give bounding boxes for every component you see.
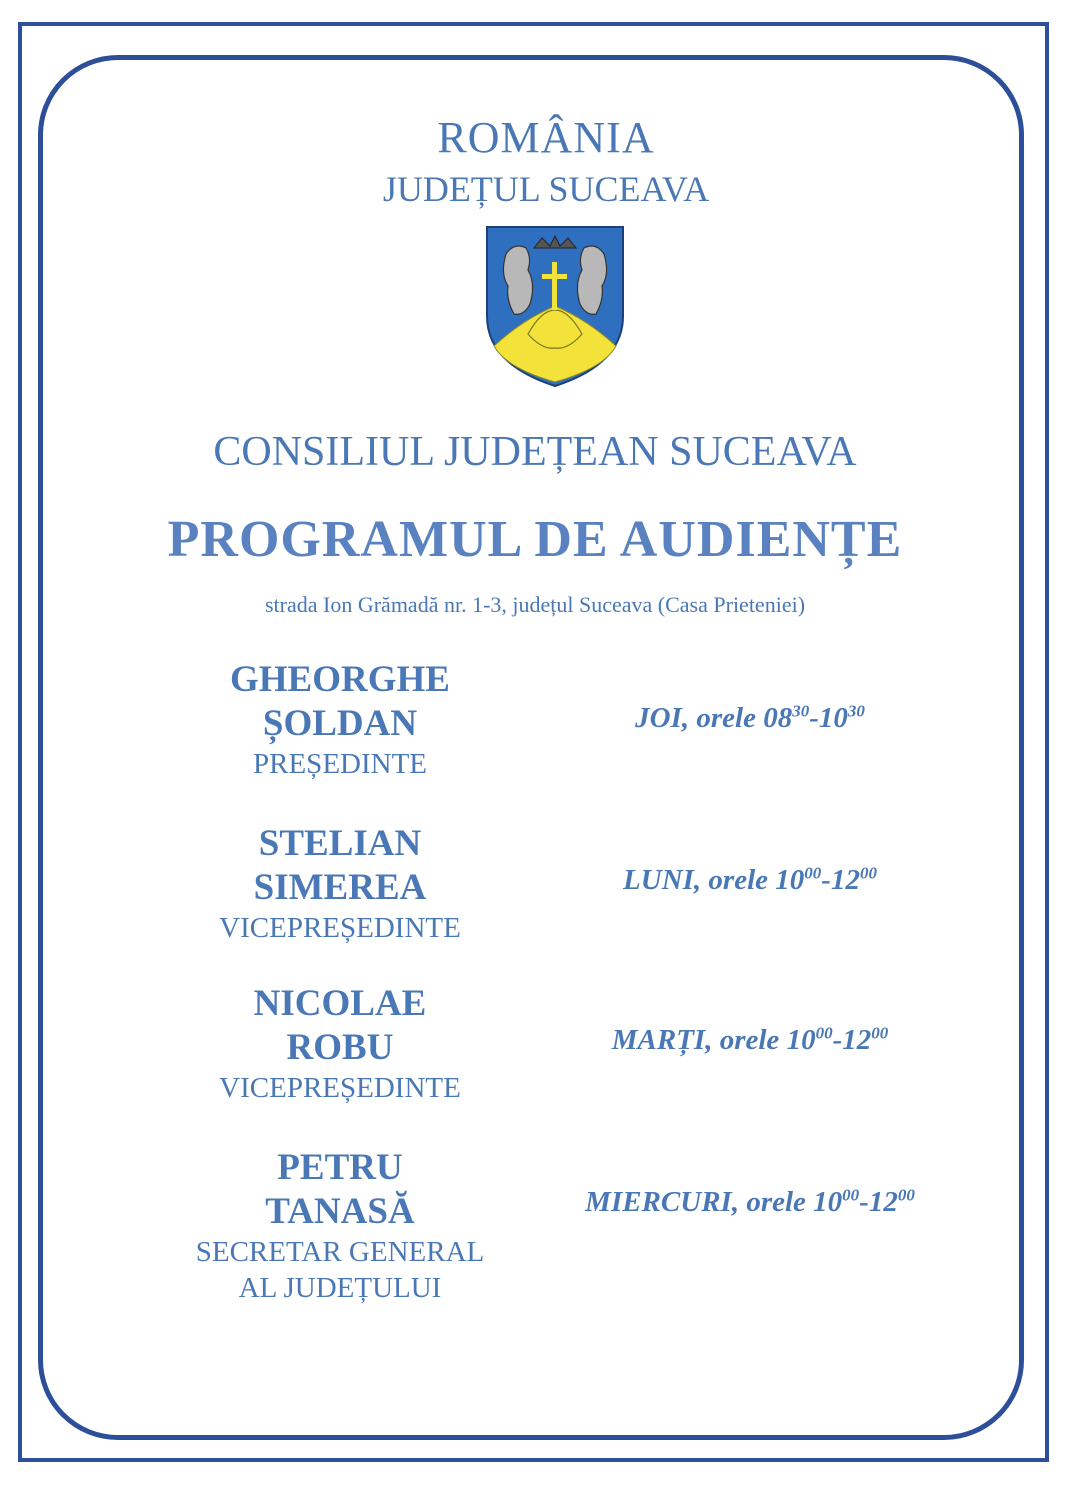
schedule-end-minute: 30 bbox=[847, 701, 865, 721]
schedule-start-minute: 00 bbox=[842, 1185, 860, 1205]
schedule-start-hour: 10 bbox=[813, 1186, 843, 1218]
schedule-start-minute: 30 bbox=[792, 701, 810, 721]
schedule-end-hour: 10 bbox=[818, 702, 848, 734]
official-last-name: ROBU bbox=[286, 1027, 394, 1068]
official-last-name: ȘOLDAN bbox=[262, 703, 418, 744]
council-name: CONSILIUL JUDEȚEAN SUCEAVA bbox=[213, 429, 857, 475]
page-title: PROGRAMUL DE AUDIENȚE bbox=[167, 511, 903, 568]
schedule-start-minute: 00 bbox=[804, 863, 822, 883]
official-schedule: LUNI, orele $10^{00}-12^{00}$ bbox=[623, 863, 877, 896]
schedule-day: JOI, orele bbox=[635, 702, 756, 734]
official-role-line2: AL JUDEȚULUI bbox=[238, 1272, 442, 1304]
official-first-name: GHEORGHE bbox=[230, 659, 450, 700]
schedule-start-minute: 00 bbox=[815, 1023, 833, 1043]
header-country: ROMÂNIA bbox=[437, 113, 655, 162]
official-role: SECRETAR GENERAL bbox=[195, 1236, 485, 1268]
schedule-end-hour: 12 bbox=[830, 864, 860, 896]
official-first-name: NICOLAE bbox=[253, 983, 427, 1024]
schedule-start-hour: 10 bbox=[775, 864, 805, 896]
official-entry bbox=[160, 658, 520, 782]
header-county: JUDEȚUL SUCEAVA bbox=[382, 169, 710, 209]
official-first-name: PETRU bbox=[277, 1147, 403, 1188]
schedule-end-hour: 12 bbox=[868, 1186, 898, 1218]
official-entry bbox=[160, 1146, 520, 1306]
official-schedule: JOI, orele $08^{30}-10^{30}$ bbox=[635, 701, 865, 734]
schedule-start-hour: 08 bbox=[763, 702, 793, 734]
official-first-name: STELIAN bbox=[258, 823, 422, 864]
official-role: PREȘEDINTE bbox=[253, 748, 427, 780]
official-entry bbox=[160, 822, 520, 946]
schedule-end-minute: 00 bbox=[859, 863, 877, 883]
schedule-start-hour: 10 bbox=[786, 1024, 816, 1056]
official-schedule: MIERCURI, orele $10^{00}-12^{00}$ bbox=[585, 1185, 915, 1218]
schedule-end-minute: 00 bbox=[897, 1185, 915, 1205]
official-schedule: MARȚI, orele $10^{00}-12^{00}$ bbox=[611, 1023, 889, 1056]
schedule-end-hour: 12 bbox=[842, 1024, 872, 1056]
schedule-day: LUNI, orele bbox=[623, 864, 769, 896]
official-entry bbox=[160, 982, 520, 1106]
official-last-name: TANASĂ bbox=[265, 1191, 415, 1232]
official-role: VICEPREȘEDINTE bbox=[219, 912, 461, 944]
address: strada Ion Grămadă nr. 1-3, județul Suceava (Casa Prieteniei) bbox=[264, 592, 806, 617]
official-last-name: SIMEREA bbox=[253, 867, 427, 908]
schedule-end-minute: 00 bbox=[871, 1023, 889, 1043]
schedule-day: MARȚI, orele bbox=[611, 1024, 780, 1056]
schedule-day: MIERCURI, orele bbox=[585, 1186, 806, 1218]
coat-of-arms-icon bbox=[484, 224, 626, 388]
official-role: VICEPREȘEDINTE bbox=[219, 1072, 461, 1104]
